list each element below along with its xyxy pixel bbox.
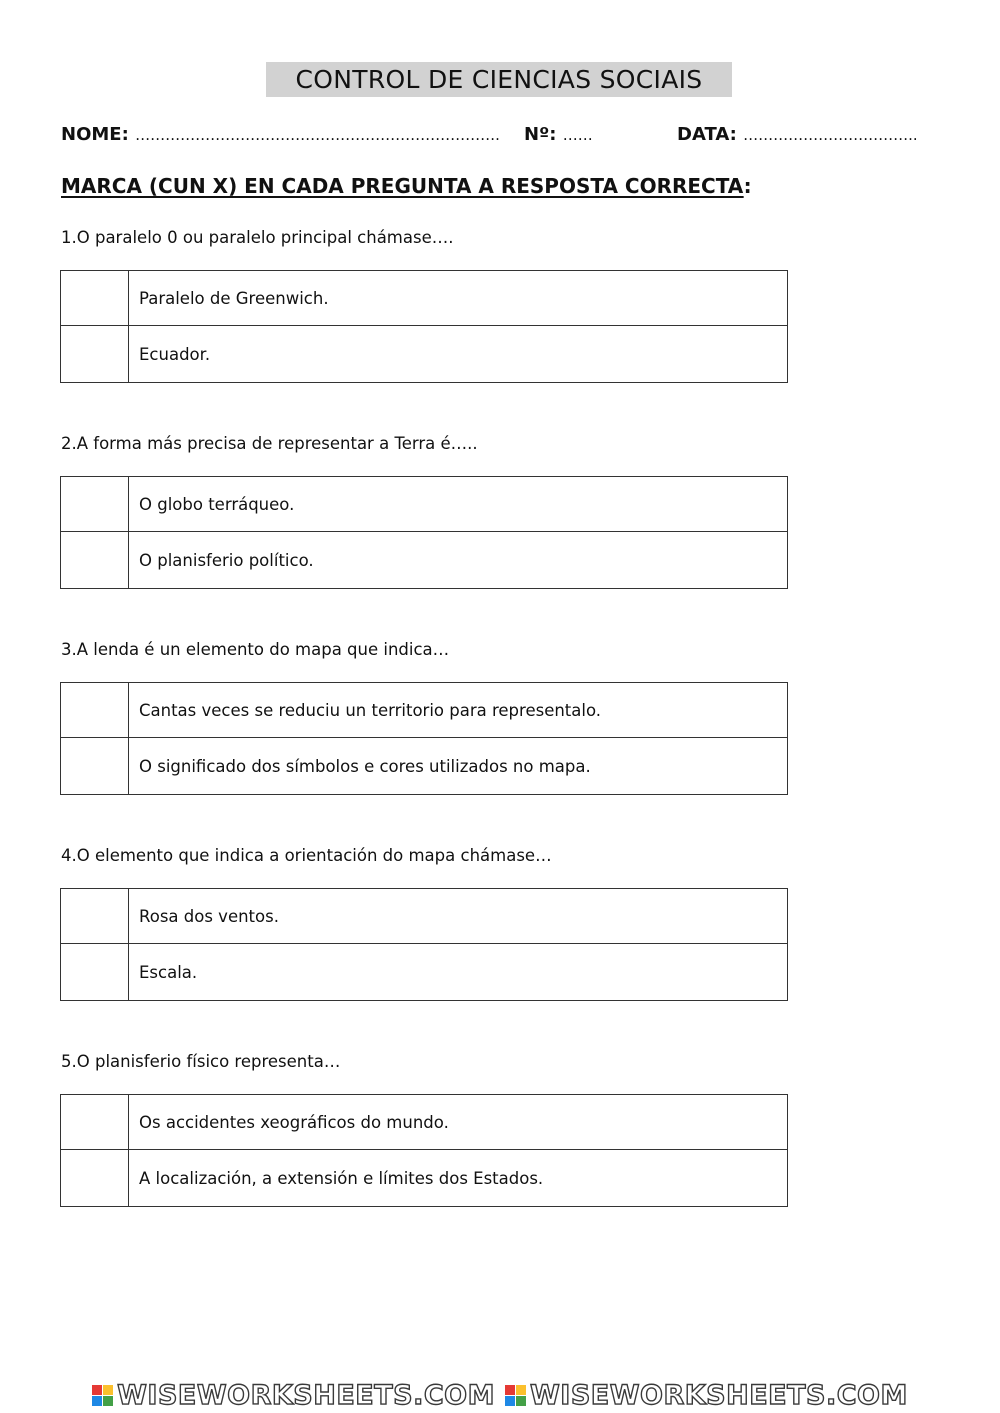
question-4: 4.O elemento que indica a orientación do mapa chámase… [61, 846, 552, 865]
name-label: NOME: [61, 124, 129, 145]
option-text: O planisferio político. [139, 550, 314, 570]
option-row [61, 683, 787, 737]
option-row [61, 531, 787, 588]
number-field [524, 122, 593, 148]
option-row [61, 1149, 787, 1206]
option-row [61, 477, 787, 531]
option-text: Cantas veces se reduciu un territorio para representalo. [139, 700, 602, 720]
watermark-text: WISEWORKSHEETS.COM [530, 1379, 908, 1411]
option-row [61, 271, 787, 325]
answer-box[interactable] [61, 477, 129, 531]
option-text: A localización, a extensión e límites dos Estados. [139, 1168, 544, 1188]
watermark-brand [92, 1380, 495, 1411]
date-label: DATA: [677, 124, 737, 145]
logo-square [505, 1385, 515, 1395]
options-table-3 [60, 682, 788, 795]
answer-box[interactable] [61, 326, 129, 382]
logo-square [516, 1396, 526, 1406]
option-text: O significado dos símbolos e cores utilizados no mapa. [139, 756, 591, 776]
date-field [677, 122, 918, 148]
question-3: 3.A lenda é un elemento do mapa que indica… [61, 640, 450, 659]
date-blank: …………………………….. [743, 126, 918, 144]
options-table-4 [60, 888, 788, 1001]
answer-box[interactable] [61, 1095, 129, 1149]
name-blank: ………………………………………………………………. [135, 126, 500, 144]
logo-square [516, 1385, 526, 1395]
number-blank: …… [562, 126, 593, 144]
answer-box[interactable] [61, 532, 129, 588]
options-table-2 [60, 476, 788, 589]
option-text: O globo terráqueo. [139, 494, 295, 514]
answer-box[interactable] [61, 738, 129, 794]
answer-box[interactable] [61, 271, 129, 325]
logo-square [92, 1385, 102, 1395]
question-2: 2.A forma más precisa de representar a Terra é….. [61, 434, 478, 453]
instruction [61, 172, 752, 200]
question-5: 5.O planisferio físico representa… [61, 1052, 341, 1071]
option-text: Os accidentes xeográficos do mundo. [139, 1112, 449, 1132]
answer-box[interactable] [61, 944, 129, 1000]
options-table-5 [60, 1094, 788, 1207]
answer-box[interactable] [61, 683, 129, 737]
option-row [61, 943, 787, 1000]
option-row [61, 889, 787, 943]
logo-square [103, 1385, 113, 1395]
number-label: Nº: [524, 124, 557, 145]
option-row [61, 325, 787, 382]
footer-watermark [0, 1378, 1000, 1412]
option-text: Escala. [139, 962, 198, 982]
option-text: Rosa dos ventos. [139, 906, 279, 926]
instruction-text: MARCA (CUN X) EN CADA PREGUNTA A RESPOSTA CORRECTA [61, 174, 744, 198]
answer-box[interactable] [61, 889, 129, 943]
watermark-brand [505, 1380, 908, 1411]
instruction-suffix: : [743, 174, 752, 198]
question-1: 1.O paralelo 0 ou paralelo principal chámase…. [61, 228, 454, 247]
wiseworksheets-logo-icon [505, 1385, 526, 1406]
option-text: Ecuador. [139, 344, 211, 364]
wiseworksheets-logo-icon [92, 1385, 113, 1406]
watermark-text: WISEWORKSHEETS.COM [117, 1379, 495, 1411]
page-title: CONTROL DE CIENCIAS SOCIAIS [266, 62, 732, 97]
options-table-1 [60, 270, 788, 383]
answer-box[interactable] [61, 1150, 129, 1206]
logo-square [505, 1396, 515, 1406]
option-row [61, 1095, 787, 1149]
name-field [61, 122, 500, 148]
option-text: Paralelo de Greenwich. [139, 288, 329, 308]
logo-square [103, 1396, 113, 1406]
logo-square [92, 1396, 102, 1406]
option-row [61, 737, 787, 794]
